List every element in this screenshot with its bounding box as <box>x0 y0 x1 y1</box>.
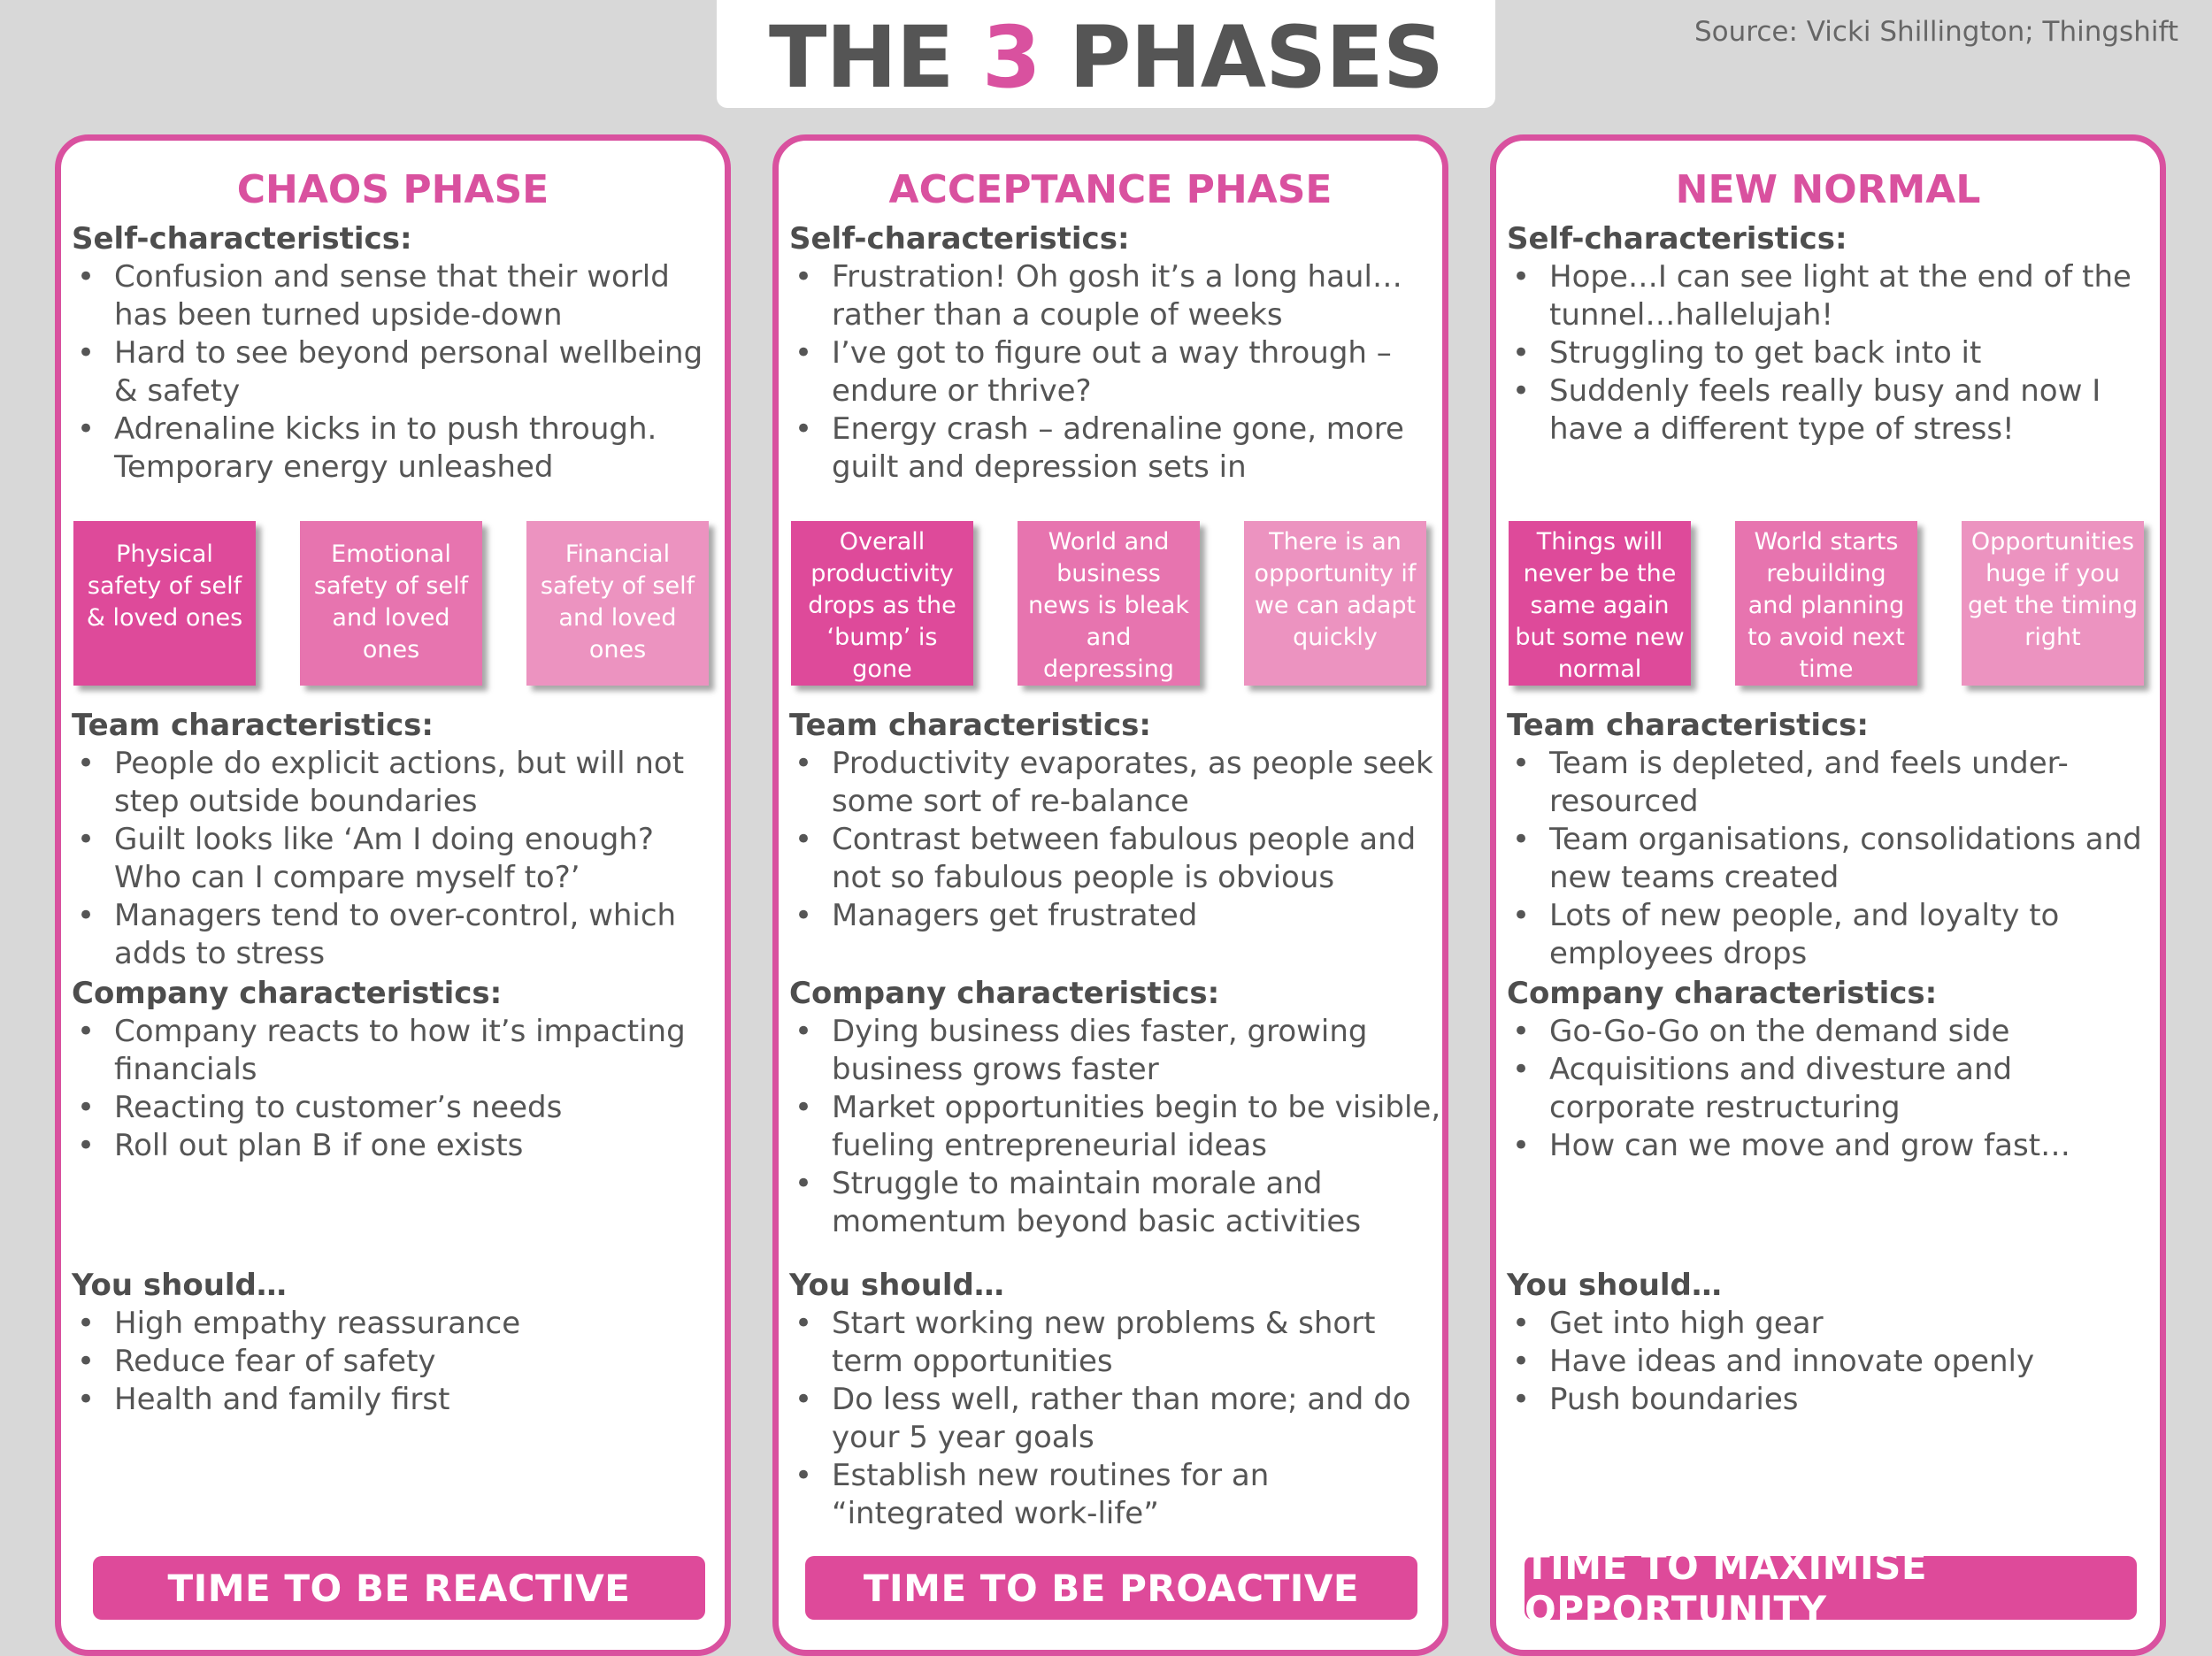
phase-title: CHAOS PHASE <box>236 167 549 212</box>
phase-footer-banner: TIME TO MAXIMISE OPPORTUNITY <box>1525 1556 2137 1620</box>
focus-box: There is an opportunity if we can adapt quickly <box>1244 521 1426 686</box>
focus-boxes <box>1509 521 2146 689</box>
phase-card-acceptance <box>772 134 1448 1656</box>
section-heading: Team characteristics: <box>1507 708 1869 743</box>
list-item: • Managers get frustrated <box>789 897 1444 935</box>
list-item: • Reacting to customer’s needs <box>72 1089 726 1127</box>
list-item: • Roll out plan B if one exists <box>72 1127 726 1165</box>
focus-box: Things will never be the same again but some new normal <box>1509 521 1691 686</box>
section-heading: Company characteristics: <box>72 976 503 1011</box>
list-item: • I’ve got to figure out a way through – endure or thrive? <box>789 334 1444 410</box>
list-item: • Market opportunities begin to be visible, fueling entrepreneurial ideas <box>789 1089 1444 1165</box>
list-item: • Managers tend to over-control, which adds to stress <box>72 897 726 973</box>
section-heading: Team characteristics: <box>72 708 434 743</box>
team-section <box>72 707 726 973</box>
list-item: • Establish new routines for an “integrated work-life” <box>789 1457 1444 1533</box>
list-item: • Energy crash – adrenaline gone, more guilt and depression sets in <box>789 410 1444 487</box>
source-credit: Source: Vicki Shillington; Thingshift <box>1694 16 2178 48</box>
list-item: • Reduce fear of safety <box>72 1343 726 1381</box>
section-heading: Self-characteristics: <box>789 221 1130 257</box>
self-section <box>1507 220 2162 448</box>
list-item: • Go-Go-Go on the demand side <box>1507 1013 2162 1051</box>
focus-boxes <box>791 521 1428 689</box>
list-item: • Start working new problems & short term opportunities <box>789 1305 1444 1381</box>
list-item: • Guilt looks like ‘Am I doing enough? Who can I compare myself to?’ <box>72 821 726 897</box>
section-heading: Self-characteristics: <box>1507 221 1847 257</box>
self-section <box>72 220 726 487</box>
list-item: • Do less well, rather than more; and do your 5 year goals <box>789 1381 1444 1457</box>
section-heading: Company characteristics: <box>789 976 1220 1011</box>
team-section <box>1507 707 2162 973</box>
list-item: • Frustration! Oh gosh it’s a long haul…rather than a couple of weeks <box>789 258 1444 334</box>
section-heading: Self-characteristics: <box>72 221 412 257</box>
title-number: 3 <box>981 8 1041 107</box>
list-item: • Productivity evaporates, as people seek some sort of re-balance <box>789 745 1444 821</box>
list-item: • High empathy reassurance <box>72 1305 726 1343</box>
focus-box: Emotional safety of self and loved ones <box>300 521 482 686</box>
list-item: • People do explicit actions, but will not step outside boundaries <box>72 745 726 821</box>
list-item: • Lots of new people, and loyalty to employees drops <box>1507 897 2162 973</box>
section-heading: You should… <box>72 1268 287 1303</box>
list-item: • Dying business dies faster, growing business grows faster <box>789 1013 1444 1089</box>
section-heading: Team characteristics: <box>789 708 1151 743</box>
section-heading: Company characteristics: <box>1507 976 1938 1011</box>
focus-box: Financial safety of self and loved ones <box>526 521 709 686</box>
should-section <box>1507 1267 2162 1419</box>
list-item: • Struggle to maintain morale and momentum beyond basic activities <box>789 1165 1444 1241</box>
self-section <box>789 220 1444 487</box>
list-item: • Confusion and sense that their world has been turned upside-down <box>72 258 726 334</box>
list-item: • Hard to see beyond personal wellbeing & safety <box>72 334 726 410</box>
list-item: • Suddenly feels really busy and now I have a different type of stress! <box>1507 372 2162 448</box>
company-section <box>1507 975 2162 1165</box>
team-section <box>789 707 1444 935</box>
focus-box: Physical safety of self & loved ones <box>73 521 256 686</box>
phase-footer-banner: TIME TO BE PROACTIVE <box>805 1556 1417 1620</box>
list-item: • Struggling to get back into it <box>1507 334 2162 372</box>
list-item: • Have ideas and innovate openly <box>1507 1343 2162 1381</box>
list-item: • Acquisitions and divesture and corporate restructuring <box>1507 1051 2162 1127</box>
phase-title: NEW NORMAL <box>1675 167 1981 212</box>
company-section <box>789 975 1444 1241</box>
focus-box: Opportunities huge if you get the timing right <box>1962 521 2144 686</box>
focus-box: Overall productivity drops as the ‘bump’ is gone <box>791 521 973 686</box>
phase-card-new-normal <box>1490 134 2166 1656</box>
section-heading: You should… <box>789 1268 1004 1303</box>
section-heading: You should… <box>1507 1268 1722 1303</box>
list-item: • Contrast between fabulous people and not so fabulous people is obvious <box>789 821 1444 897</box>
phase-footer-banner: TIME TO BE REACTIVE <box>93 1556 705 1620</box>
phase-card-chaos <box>55 134 731 1656</box>
focus-box: World starts rebuilding and planning to avoid next time <box>1735 521 1917 686</box>
title-prefix: THE <box>769 8 982 107</box>
title-suffix: PHASES <box>1040 8 1443 107</box>
should-section <box>72 1267 726 1419</box>
list-item: • Adrenaline kicks in to push through. Temporary energy unleashed <box>72 410 726 487</box>
title-banner <box>717 0 1495 108</box>
phase-title: ACCEPTANCE PHASE <box>888 167 1333 212</box>
list-item: • Team organisations, consolidations and new teams created <box>1507 821 2162 897</box>
list-item: • Hope…I can see light at the end of the tunnel…hallelujah! <box>1507 258 2162 334</box>
should-section <box>789 1267 1444 1533</box>
focus-box: World and business news is bleak and depressing <box>1018 521 1200 686</box>
list-item: • How can we move and grow fast… <box>1507 1127 2162 1165</box>
list-item: • Push boundaries <box>1507 1381 2162 1419</box>
company-section <box>72 975 726 1165</box>
list-item: • Company reacts to how it’s impacting financials <box>72 1013 726 1089</box>
focus-boxes <box>73 521 710 689</box>
list-item: • Team is depleted, and feels under-resourced <box>1507 745 2162 821</box>
page-title <box>769 8 1443 107</box>
list-item: • Get into high gear <box>1507 1305 2162 1343</box>
list-item: • Health and family first <box>72 1381 726 1419</box>
